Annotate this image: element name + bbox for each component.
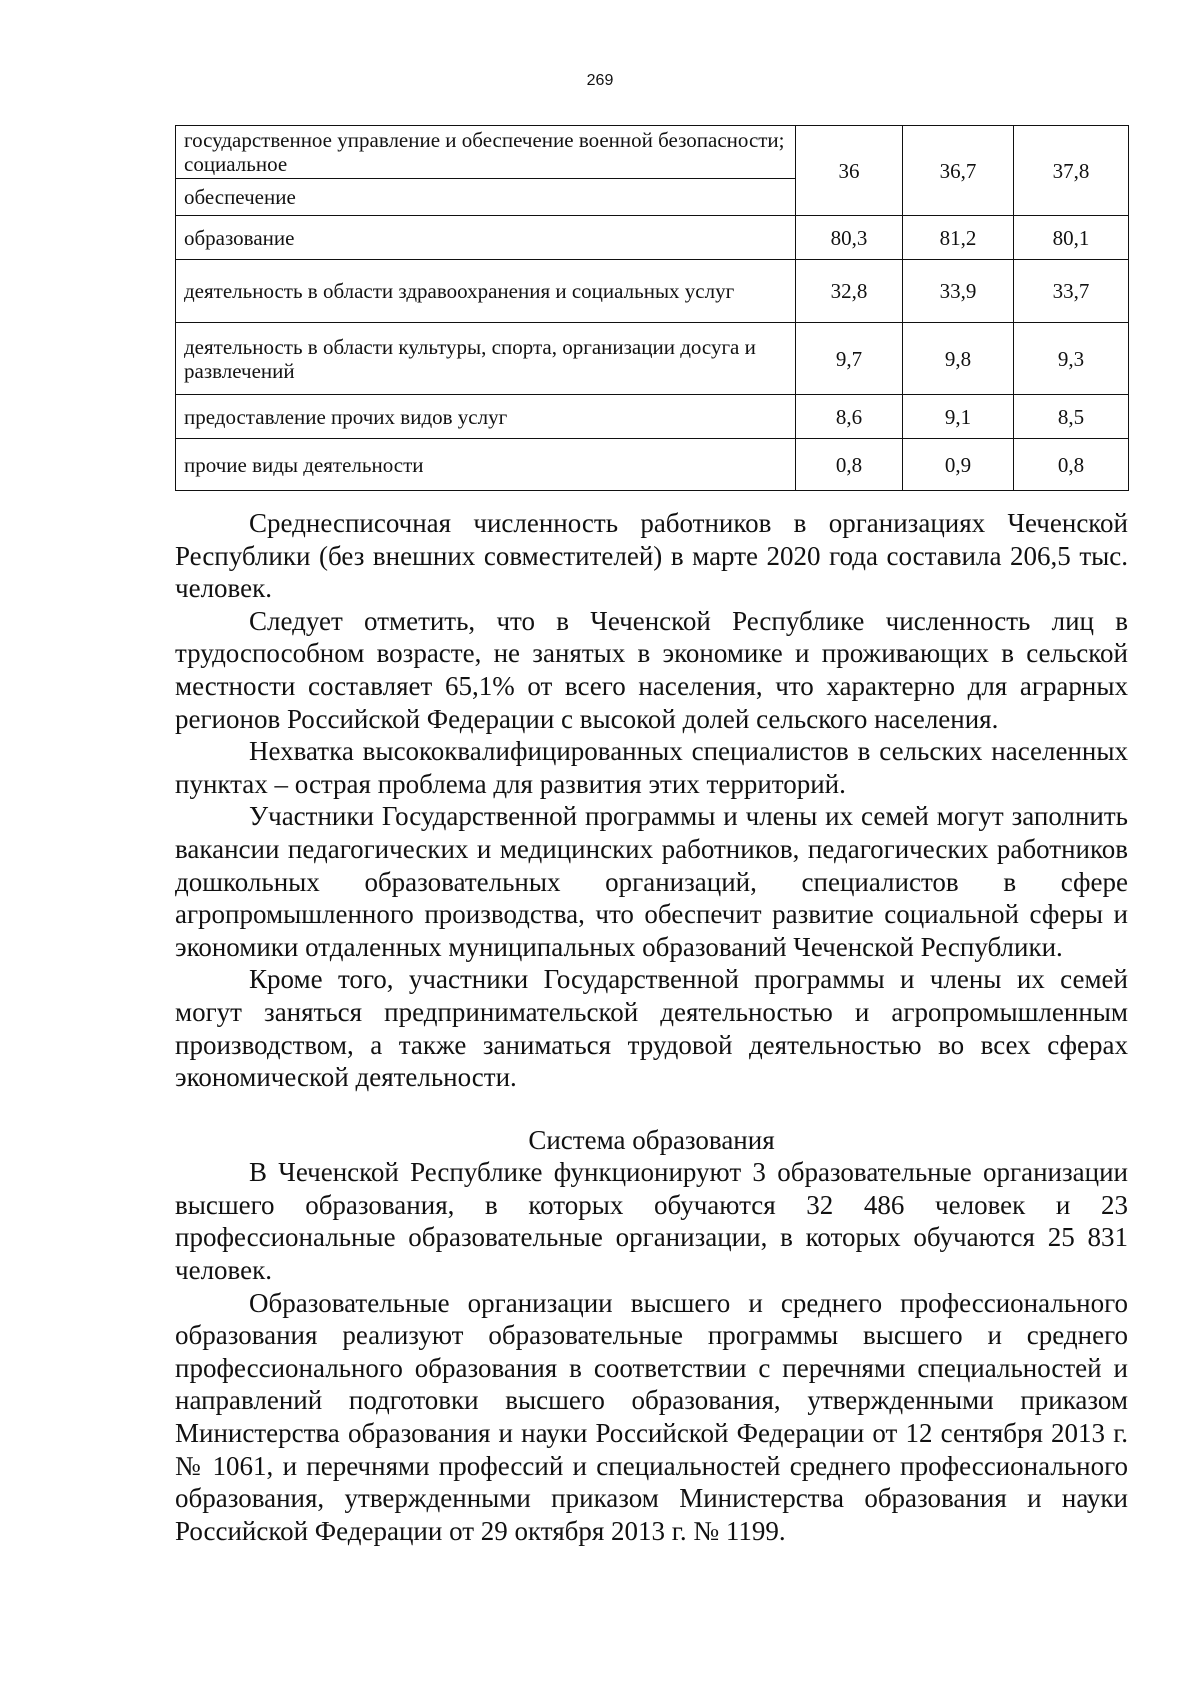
table-cell-label: прочие виды деятельности: [176, 439, 796, 491]
table-cell-value: 80,3: [796, 216, 903, 260]
table-cell-value: 81,2: [903, 216, 1014, 260]
table-cell-value: 8,5: [1014, 395, 1129, 439]
table-cell-value: 9,8: [903, 323, 1014, 395]
paragraph: Кроме того, участники Государственной программы и члены их семей могут заняться предпринимательской деятельностью и агропромышленным производством, а также заниматься трудовой деятельностью во всех сферах экономической деятельности.: [175, 964, 1128, 1093]
table-cell-value: 0,8: [796, 439, 903, 491]
table-cell-value: 37,8: [1014, 126, 1129, 216]
table-cell-value: 9,1: [903, 395, 1014, 439]
paragraph: Нехватка высококвалифицированных специалистов в сельских населенных пунктах – острая проблема для развития этих территорий.: [175, 736, 1128, 799]
table-row: [176, 126, 1129, 179]
document-body: [175, 507, 1128, 1547]
table-row: [176, 395, 1129, 439]
table-cell-label: предоставление прочих видов услуг: [176, 395, 796, 439]
table-cell-value: 8,6: [796, 395, 903, 439]
table-cell-label: деятельность в области здравоохранения и социальных услуг: [176, 260, 796, 323]
paragraph: Участники Государственной программы и члены их семей могут заполнить вакансии педагогических и медицинских работников, педагогических работников дошкольных образовательных организаций, специалистов в сфере агропромышленного производства, что обеспечит развитие социальной сферы и экономики отдаленных муниципальных образований Чеченской Республики.: [175, 801, 1128, 962]
page-number: 269: [586, 72, 614, 89]
table-cell-value: 80,1: [1014, 216, 1129, 260]
employment-table: [175, 125, 1129, 491]
table-cell-value: 36,7: [903, 126, 1014, 216]
table-cell-value: 0,9: [903, 439, 1014, 491]
table-cell-value: 9,3: [1014, 323, 1129, 395]
paragraph: Среднесписочная численность работников в организациях Чеченской Республики (без внешних совместителей) в марте 2020 года составила 206,5 тыс. человек.: [175, 508, 1128, 604]
section-title: Система образования: [528, 1124, 775, 1155]
table-cell-label: образование: [176, 216, 796, 260]
table-cell-value: 33,7: [1014, 260, 1129, 323]
table-row: [176, 439, 1129, 491]
table-row: [176, 260, 1129, 323]
table-cell-value: 0,8: [1014, 439, 1129, 491]
table-cell-label: государственное управление и обеспечение военной безопасности; социальное: [176, 126, 796, 179]
table-cell-value: 32,8: [796, 260, 903, 323]
paragraph: В Чеченской Республике функционируют 3 образовательные организации высшего образования, в которых обучаются 32 486 человек и 23 профессиональные образовательные организации, в которых обучаются 25 831 человек.: [175, 1157, 1128, 1286]
table-cell-value: 9,7: [796, 323, 903, 395]
table-cell-value: 33,9: [903, 260, 1014, 323]
table-cell-label: деятельность в области культуры, спорта, организации досуга и развлечений: [176, 323, 796, 395]
paragraph: Следует отметить, что в Чеченской Республике численность лиц в трудоспособном возрасте, не занятых в экономике и проживающих в сельской местности составляет 65,1% от всего населения, что характерно для аграрных регионов Российской Федерации с высокой долей сельского населения.: [175, 605, 1128, 734]
paragraph: Образовательные организации высшего и среднего профессионального образования реализуют образовательные программы высшего и среднего профессионального образования в соответствии с перечнями специальностей и направлений подготовки высшего образования, утвержденными приказом Министерства образования и науки Российской Федерации от 12 сентября 2013 г. № 1061, и перечнями профессий и специальностей среднего профессионального образования, утвержденными приказом Министерства образования и науки Российской Федерации от 29 октября 2013 г. № 1199.: [175, 1287, 1128, 1546]
table-row: [176, 216, 1129, 260]
table-cell-label: обеспечение: [176, 179, 796, 216]
table-row: [176, 323, 1129, 395]
table-cell-value: 36: [796, 126, 903, 216]
